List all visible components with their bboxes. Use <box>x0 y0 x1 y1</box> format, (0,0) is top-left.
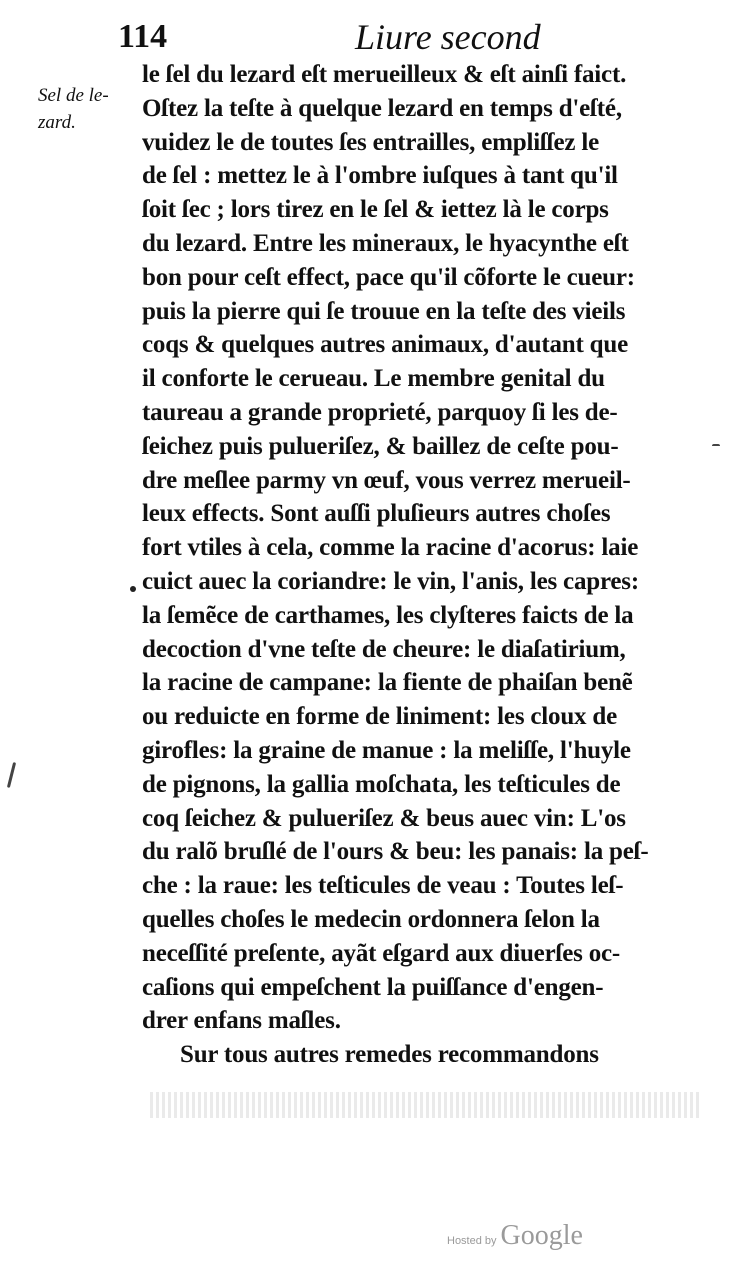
watermark-prefix: Hosted by <box>447 1235 497 1247</box>
text-line: che : la raue: les teſticules de veau : Toutes leſ- <box>142 872 624 900</box>
text-line: le ſel du lezard eſt merueilleux & eſt ainſi faict. <box>142 61 627 88</box>
text-line: du ralõ bruſlé de l'ours & beu: les panais: la peſ- <box>142 838 649 866</box>
text-line: ou reduicte en forme de liniment: les cloux de <box>142 703 617 731</box>
text-line: puis la pierre qui ſe trouue en la teſte des vieils <box>142 297 626 325</box>
text-line: coq ſeichez & pulueriſez & beus auec vin: L'os <box>142 804 626 832</box>
text-line: du lezard. Entre les mineraux, le hyacynthe eſt <box>142 229 629 257</box>
text-line: quelles choſes le medecin ordonnera ſelon la <box>142 905 600 933</box>
text-line: taureau a grande proprieté, parquoy ſi les de- <box>142 398 618 426</box>
text-line: girofles: la graine de manue : la meliſſe, l'huyle <box>142 736 631 764</box>
text-line: la ſemẽce de carthames, les clyſteres faicts de la <box>142 601 634 629</box>
text-line: cuict auec la coriandre: le vin, l'anis, les capres: <box>142 567 639 595</box>
text-line: de pignons, la gallia moſchata, les teſticules de <box>142 770 621 798</box>
text-line: bon pour ceſt effect, pace qu'il cõforte le cueur: <box>142 263 635 291</box>
text-line: leux effects. Sont auſſi pluſieurs autres choſes <box>142 500 611 528</box>
stray-ink-mark <box>7 762 16 788</box>
text-line: ſeichez puis pulueriſez, & baillez de ceſte pou- <box>142 432 619 460</box>
stray-ink-mark <box>712 444 720 456</box>
margin-note: Sel de le-zard. <box>38 85 109 133</box>
text-line: vuidez le de toutes ſes entrailles, empliſſez le <box>142 128 599 156</box>
text-line: ſoit ſec ; lors tirez en le ſel & iettez là le corps <box>142 196 609 224</box>
text-line: Sur tous autres remedes recommandons <box>180 1041 599 1069</box>
text-line: de ſel : mettez le à l'ombre iuſques à tant qu'il <box>142 162 618 190</box>
text-line: neceſſité preſente, ayãt eſgard aux diuerſes oc- <box>142 939 621 967</box>
text-line: dre meſlee parmy vn œuf, vous verrez merueil- <box>142 466 631 494</box>
watermark <box>447 1220 583 1252</box>
text-line: coqs & quelques autres animaux, d'autant que <box>142 331 628 359</box>
bleed-through-line <box>150 1092 700 1118</box>
text-line: il conforte le cerueau. Le membre genital du <box>142 365 605 393</box>
ink-dot <box>130 586 136 592</box>
text-line: decoction d'vne teſte de cheure: le diaſatirium, <box>142 635 626 663</box>
text-line: Oſtez la teſte à quelque lezard en temps d'eſté, <box>142 94 622 122</box>
text-line: caſions qui empeſchent la puiſſance d'engen- <box>142 973 604 1001</box>
running-head: Liure second <box>355 17 541 57</box>
body-text <box>142 58 702 1072</box>
text-line: la racine de campane: la fiente de phaiſan benẽ <box>142 669 633 697</box>
text-line: drer enfans maſles. <box>142 1007 341 1035</box>
text-line: fort vtiles à cela, comme la racine d'acorus: laie <box>142 534 639 562</box>
page-number: 114 <box>118 18 168 55</box>
google-logo: Google <box>500 1220 583 1251</box>
